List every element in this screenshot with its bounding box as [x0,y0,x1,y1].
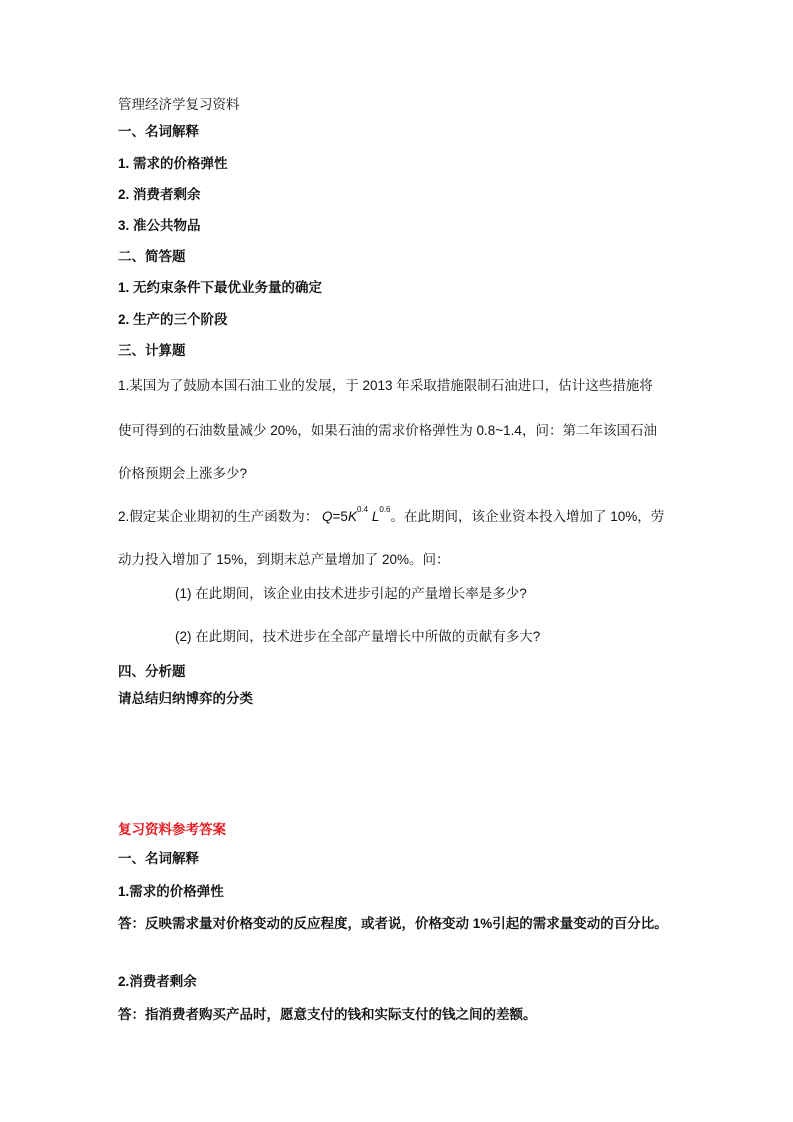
section-heading: 一、名词解释 [118,124,199,139]
answer-text: 答：指消费者购买产品时，愿意支付的钱和实际支付的钱之间的差额。 [118,1007,537,1022]
question-line: 使可得到的石油数量减少 20%，如果石油的需求价格弹性为 0.8~1.4，问：第二年该国石油 [118,423,657,438]
section-heading: 三、计算题 [118,343,186,358]
sub-question: (2) 在此期间，技术进步在全部产量增长中所做的贡献有多大? [175,629,541,644]
formula-eq: =5 [332,509,348,524]
list-item: 3. 准公共物品 [118,218,201,233]
formula-k: K [347,509,357,524]
answer-text: 答：反映需求量对价格变动的反应程度，或者说，价格变动 1%引起的需求量变动的百分比。 [118,916,668,931]
section-heading: 二、简答题 [118,249,186,264]
question-line: 价格预期会上涨多少? [118,466,248,481]
list-item: 1. 需求的价格弹性 [118,156,228,171]
production-function [322,505,391,524]
list-item: 1. 无约束条件下最优业务量的确定 [118,280,323,295]
question-line: 动力投入增加了 15%，到期末总产量增加了 20%。问： [118,552,450,567]
sub-question: (1) 在此期间，该企业由技术进步引起的产量增长率是多少? [175,586,527,601]
section-heading: 四、分析题 [118,664,186,679]
formula-k-exponent: 0.4 [356,505,369,514]
formula-l: L [371,509,380,524]
question-line [118,505,665,527]
analysis-question: 请总结归纳博弈的分类 [118,691,253,706]
question-text: 2.假定某企业期初的生产函数为： [118,509,319,524]
formula-l-exponent: 0.6 [379,505,391,514]
section-heading: 一、名词解释 [118,851,199,866]
document-title: 管理经济学复习资料 [118,97,240,112]
list-item: 2. 消费者剩余 [118,187,201,202]
list-item: 2. 生产的三个阶段 [118,312,228,327]
answer-term: 2.消费者剩余 [118,974,197,989]
question-text: 。在此期间，该企业资本投入增加了 10%，劳 [390,509,665,524]
question-line: 1.某国为了鼓励本国石油工业的发展，于 2013 年采取措施限制石油进口，估计这些措施将 [118,378,653,393]
answer-term: 1.需求的价格弹性 [118,884,224,899]
formula-q: Q [322,509,333,524]
answers-title: 复习资料参考答案 [118,822,226,837]
